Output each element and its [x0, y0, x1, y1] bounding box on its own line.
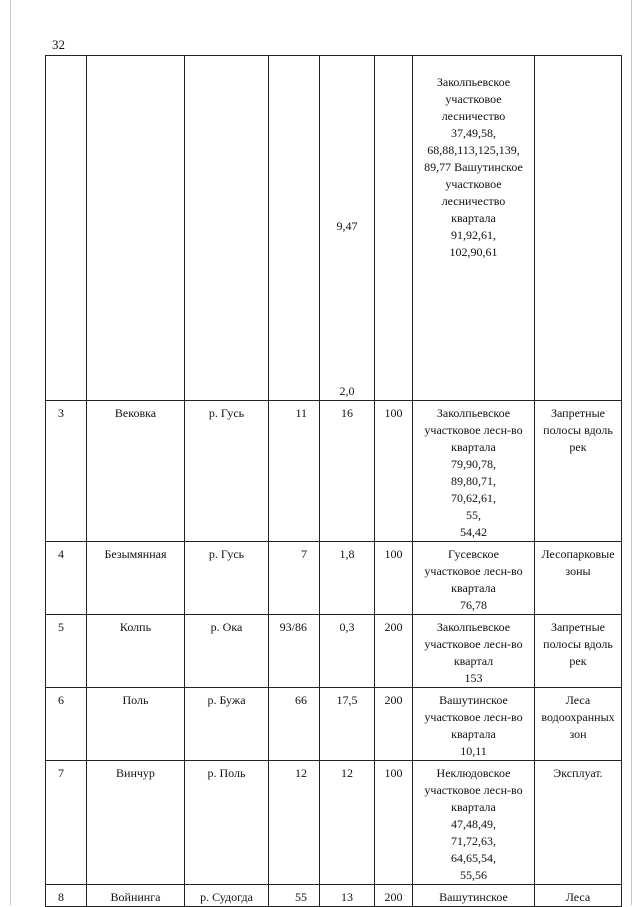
cell-location — [413, 885, 535, 907]
location-line: 91,92,61, — [451, 228, 496, 242]
cell-num: 8 — [46, 885, 87, 907]
location-line: 47,48,49, — [451, 817, 496, 831]
cell-area: 1,8 — [320, 542, 375, 615]
category-line: Эксплуат. — [553, 766, 603, 780]
cell-area: 17,5 — [320, 688, 375, 761]
cell-num: 3 — [46, 401, 87, 542]
location-line: 55,56 — [460, 868, 487, 882]
category-line: зоны — [565, 564, 591, 578]
cell-location — [413, 761, 535, 885]
cell-num: 5 — [46, 615, 87, 688]
cell-length: 55 — [269, 885, 320, 907]
cell-length: 7 — [269, 542, 320, 615]
location-line: участковое лесн-во — [424, 423, 523, 437]
location-line: Заколпьевское — [436, 406, 511, 420]
cell-area: 12 — [320, 761, 375, 885]
location-line: участковое лесн-во — [424, 710, 523, 724]
cell-location — [413, 688, 535, 761]
cell-zone: 200 — [375, 615, 413, 688]
location-line: Гусевское — [448, 547, 499, 561]
cell-num: 6 — [46, 688, 87, 761]
cell-river: р. Ока — [185, 615, 269, 688]
category-line: Леса — [565, 890, 591, 904]
table-row — [46, 885, 622, 907]
location-line: лесничество — [441, 109, 506, 123]
cell-area: 0,3 — [320, 615, 375, 688]
cell-area — [320, 56, 375, 401]
cell-length: 93/86 — [269, 615, 320, 688]
location-line: 54,42 — [460, 525, 487, 539]
location-line: Вашутинское — [439, 693, 508, 707]
cell-zone — [375, 56, 413, 401]
location-line: Вашутинское — [439, 890, 508, 904]
cell-name: Вековка — [87, 401, 185, 542]
cell-category — [535, 542, 622, 615]
cell-river: р. Гусь — [185, 401, 269, 542]
page-number: 32 — [52, 37, 65, 52]
table-row — [46, 542, 622, 615]
location-line: квартала — [451, 727, 496, 741]
cell-category — [535, 761, 622, 885]
location-line: квартала — [451, 800, 496, 814]
area-value-mid: 9,47 — [336, 219, 358, 233]
table-row — [46, 615, 622, 688]
location-line: 89,80,71, — [451, 474, 496, 488]
cell-zone: 100 — [375, 542, 413, 615]
location-line: 37,49,58, — [451, 126, 496, 140]
rivers-table — [45, 55, 622, 907]
location-line: участковое лесн-во — [424, 637, 523, 651]
category-line: Запретные — [551, 406, 605, 420]
cell-length: 12 — [269, 761, 320, 885]
cell-num — [46, 56, 87, 401]
location-line: 89,77 Вашутинское — [424, 160, 523, 174]
location-line: 102,90,61 — [449, 245, 498, 259]
cell-name — [87, 56, 185, 401]
cell-num: 7 — [46, 761, 87, 885]
location-line: участковое лесн-во — [424, 564, 523, 578]
cell-river: р. Судогда — [185, 885, 269, 907]
table-row — [46, 401, 622, 542]
location-line: квартала — [451, 581, 496, 595]
cell-area: 16 — [320, 401, 375, 542]
location-line: 79,90,78, — [451, 457, 496, 471]
location-line: квартала — [451, 440, 496, 454]
cell-zone: 200 — [375, 688, 413, 761]
location-line: 55, — [466, 508, 481, 522]
location-line: 71,72,63, — [451, 834, 496, 848]
cell-name: Войнинга — [87, 885, 185, 907]
cell-name: Винчур — [87, 761, 185, 885]
location-line: участковое — [445, 92, 502, 106]
cell-zone: 100 — [375, 761, 413, 885]
area-value-bottom: 2,0 — [339, 384, 355, 398]
cell-category — [535, 401, 622, 542]
location-line: 68,88,113,125,139, — [427, 143, 520, 157]
cell-num: 4 — [46, 542, 87, 615]
cell-name: Безымянная — [87, 542, 185, 615]
table-row — [46, 688, 622, 761]
cell-length — [269, 56, 320, 401]
cell-category — [535, 56, 622, 401]
category-line: рек — [569, 440, 587, 454]
category-line: рек — [569, 654, 587, 668]
location-line: участковое — [445, 177, 502, 191]
category-line: водоохранных — [541, 710, 615, 724]
category-line: полосы вдоль — [543, 637, 613, 651]
cell-location — [413, 401, 535, 542]
scan-edge-left — [10, 0, 11, 905]
cell-location — [413, 56, 535, 401]
table-row — [46, 761, 622, 885]
cell-zone: 100 — [375, 401, 413, 542]
cell-location — [413, 615, 535, 688]
location-line: 10,11 — [460, 744, 487, 758]
cell-name: Поль — [87, 688, 185, 761]
location-line: Неклюдовское — [436, 766, 511, 780]
scan-edge-right — [631, 0, 632, 905]
cell-area: 13 — [320, 885, 375, 907]
location-line: лесничество — [441, 194, 506, 208]
cell-category — [535, 615, 622, 688]
category-line: полосы вдоль — [543, 423, 613, 437]
cell-category — [535, 885, 622, 907]
location-line: квартала — [451, 211, 496, 225]
category-line: Леса — [565, 693, 591, 707]
location-line: участковое лесн-во — [424, 783, 523, 797]
cell-category — [535, 688, 622, 761]
cell-name: Колпь — [87, 615, 185, 688]
location-line: Заколпьевское — [436, 620, 511, 634]
cell-river: р. Гусь — [185, 542, 269, 615]
category-line: Лесопарковые — [541, 547, 615, 561]
category-line: Запретные — [551, 620, 605, 634]
cell-river: р. Поль — [185, 761, 269, 885]
cell-length: 11 — [269, 401, 320, 542]
location-line: Заколпьевское — [436, 75, 511, 89]
cell-river: р. Бужа — [185, 688, 269, 761]
cell-river — [185, 56, 269, 401]
location-line: квартал — [453, 654, 494, 668]
cell-zone: 200 — [375, 885, 413, 907]
table-row-continuation — [46, 56, 622, 401]
cell-location — [413, 542, 535, 615]
location-line: 153 — [464, 671, 483, 685]
location-line: 64,65,54, — [451, 851, 496, 865]
location-line: 70,62,61, — [451, 491, 496, 505]
category-line: зон — [569, 727, 587, 741]
cell-length: 66 — [269, 688, 320, 761]
location-line: 76,78 — [460, 598, 487, 612]
